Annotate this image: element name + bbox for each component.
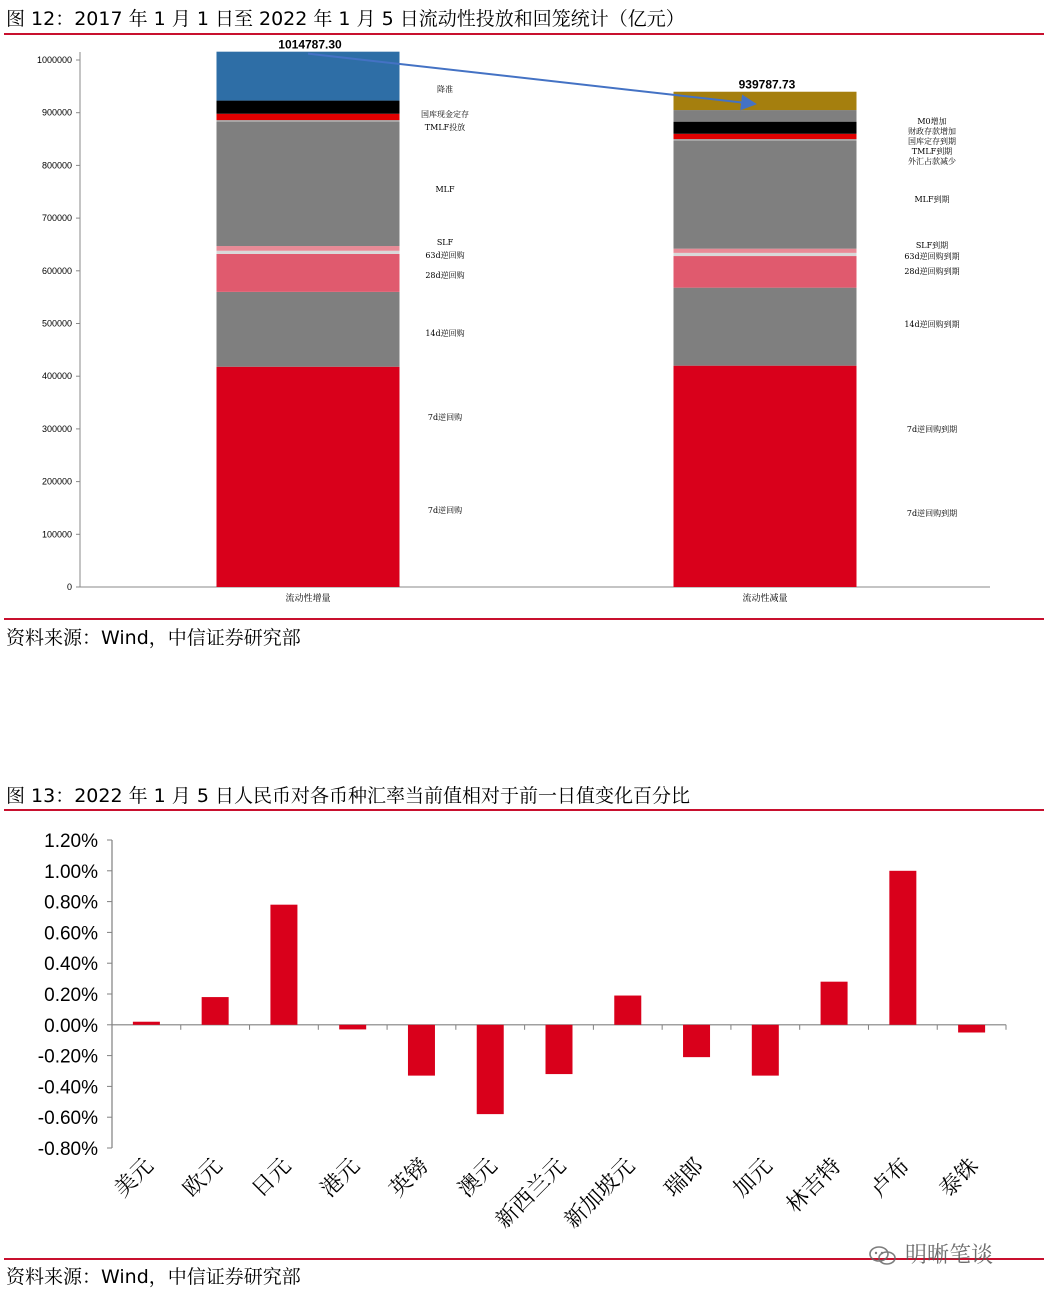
bar-segment <box>674 366 857 587</box>
x-category-label: 加元 <box>728 1153 778 1203</box>
y-tick-label: 0.00% <box>44 1015 98 1037</box>
y-tick-label: 100000 <box>41 529 72 540</box>
bar-segment <box>217 52 400 101</box>
y-tick-label: 1.20% <box>44 831 98 852</box>
y-tick-label: 900000 <box>41 107 72 118</box>
x-category-label: 流动性增量 <box>285 594 331 604</box>
x-category-label: 欧元 <box>178 1153 228 1203</box>
x-category-label: 新西兰元 <box>491 1153 572 1234</box>
y-tick-label: 600000 <box>41 265 72 276</box>
y-tick-label: 1000000 <box>36 55 72 65</box>
right-annotation: 7d逆回购到期 <box>906 425 958 434</box>
x-category-label: 林吉特 <box>781 1153 847 1218</box>
y-tick-label: 1.00% <box>44 861 98 883</box>
bar-segment <box>674 122 857 134</box>
right-annotation: 63d逆回购到期 <box>904 252 960 261</box>
right-annotation: 7d逆回购到期 <box>906 509 958 518</box>
y-tick-label: -0.40% <box>37 1077 98 1099</box>
bar-segment <box>674 92 857 110</box>
left-annotation: 63d逆回购 <box>425 251 465 260</box>
bar-segment <box>217 122 400 246</box>
bar-segment <box>674 141 857 249</box>
x-category-label: 瑞郎 <box>659 1153 709 1203</box>
figure12-top-rule <box>4 33 1044 35</box>
bar <box>477 1025 504 1114</box>
y-tick-label: -0.20% <box>37 1046 98 1068</box>
y-tick-label: 0.40% <box>44 954 98 976</box>
bar-segment <box>674 256 857 288</box>
bar-segment <box>217 246 400 251</box>
y-tick-label: 200000 <box>41 476 72 487</box>
x-category-label: 美元 <box>109 1153 159 1203</box>
left-annotation: SLF <box>436 238 454 247</box>
bar <box>614 996 641 1025</box>
bar-segment <box>674 249 857 253</box>
bar-segment <box>217 254 400 292</box>
left-annotation: 28d逆回购 <box>425 271 465 280</box>
bar <box>202 997 229 1025</box>
bar <box>821 982 848 1025</box>
bar-segment <box>674 134 857 139</box>
bar-segment <box>217 251 400 254</box>
x-category-label: 港元 <box>316 1153 365 1203</box>
watermark <box>868 1238 993 1269</box>
right-annotation: TMLF到期 <box>911 147 953 156</box>
bar <box>889 871 916 1025</box>
y-tick-label: 0.60% <box>44 923 98 945</box>
bar-segment <box>217 120 400 122</box>
watermark-text: 明晰笔谈 <box>905 1243 994 1268</box>
bar <box>752 1025 779 1076</box>
y-tick-label: 300000 <box>41 423 72 434</box>
bar <box>546 1025 573 1074</box>
left-annotation: 降准 <box>437 85 453 94</box>
left-annotation: TMLF投放 <box>424 123 466 132</box>
bar-segment <box>217 101 400 114</box>
x-category-label: 泰铢 <box>935 1153 984 1203</box>
figure13-top-rule <box>4 809 1044 811</box>
bar <box>133 1022 160 1025</box>
left-annotation: 7d逆回购 <box>427 413 463 422</box>
stack-total-label: 939787.73 <box>738 77 796 92</box>
right-annotation: 28d逆回购到期 <box>904 267 960 276</box>
right-annotation: 财政存款增加 <box>908 127 956 136</box>
right-annotation: M0增加 <box>917 117 947 126</box>
fx-change-chart <box>0 815 1050 1255</box>
bar <box>270 905 297 1025</box>
right-annotation: 外汇占款减少 <box>908 157 956 166</box>
right-annotation: 14d逆回购到期 <box>904 320 960 329</box>
y-tick-label: 700000 <box>41 213 72 224</box>
wechat-icon <box>868 1245 898 1267</box>
right-annotation: 国库定存到期 <box>908 137 956 146</box>
y-tick-label: 0.20% <box>44 985 98 1006</box>
x-category-label: 新加坡元 <box>560 1153 641 1234</box>
bar-segment <box>674 110 857 122</box>
bar-segment <box>217 292 400 367</box>
stacked-liquidity-chart <box>0 40 1050 620</box>
bar <box>683 1025 710 1057</box>
y-tick-label: 400000 <box>41 371 72 382</box>
left-annotation: MLF <box>435 185 455 194</box>
bar <box>958 1025 985 1033</box>
y-tick-label: -0.80% <box>37 1139 98 1160</box>
x-category-label: 澳元 <box>453 1153 503 1203</box>
y-tick-label: 500000 <box>41 318 72 329</box>
x-category-label: 流动性减量 <box>742 594 788 604</box>
y-tick-label: 0 <box>66 582 72 592</box>
x-category-label: 卢布 <box>866 1153 916 1203</box>
y-tick-label: -0.60% <box>37 1108 98 1130</box>
x-category-label: 日元 <box>247 1153 297 1203</box>
figure12-bottom-rule <box>4 618 1044 620</box>
left-annotation: 14d逆回购 <box>425 329 465 338</box>
figure13-source: 资料来源：Wind，中信证券研究部 <box>6 1266 301 1288</box>
bar-segment <box>674 288 857 366</box>
y-tick-label: 0.80% <box>44 892 98 914</box>
right-annotation: SLF到期 <box>915 241 949 250</box>
left-annotation: 国库现金定存 <box>421 110 469 119</box>
bar-segment <box>674 139 857 141</box>
bar-segment <box>674 253 857 256</box>
figure13-title: 图 13：2022 年 1 月 5 日人民币对各币种汇率当前值相对于前一日值变化百分比 <box>6 785 690 807</box>
bar-segment <box>217 367 400 587</box>
y-tick-label: 800000 <box>41 160 72 171</box>
bar <box>339 1025 366 1030</box>
right-annotation: MLF到期 <box>914 195 950 204</box>
figure12-source: 资料来源：Wind，中信证券研究部 <box>6 627 301 649</box>
figure12-title: 图 12：2017 年 1 月 1 日至 2022 年 1 月 5 日流动性投放和回笼统计（亿元） <box>6 8 685 30</box>
bar-segment <box>217 114 400 120</box>
stack-total-label: 1014787.30 <box>278 40 342 52</box>
bar <box>408 1025 435 1076</box>
left-annotation: 7d逆回购 <box>427 506 463 515</box>
x-category-label: 英镑 <box>384 1153 434 1203</box>
